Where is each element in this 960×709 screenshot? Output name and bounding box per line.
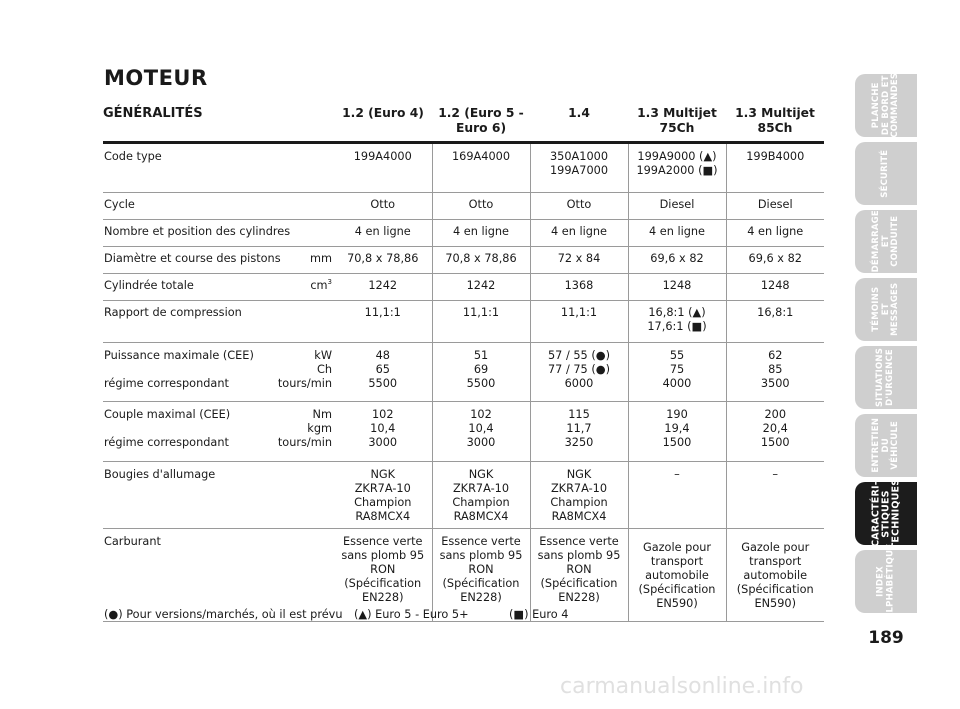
footnotes	[104, 608, 624, 621]
table-cell: 4 en ligne	[726, 220, 824, 247]
column-header: 1.2 (Euro 5 - Euro 6)	[432, 106, 530, 143]
table-cell: 51 69 5500	[432, 343, 530, 402]
tab-securite[interactable]: SÉCURITÉ	[855, 142, 917, 205]
table-cell: Diesel	[628, 193, 726, 220]
table-header-row	[103, 106, 824, 143]
column-header: 1.3 Multijet 85Ch	[726, 106, 824, 143]
table-cell: 11,1:1	[530, 301, 628, 343]
column-header: 1.2 (Euro 4)	[334, 106, 432, 143]
table-cell: Essence verte sans plomb 95 RON (Spécification EN228)	[530, 529, 628, 622]
table-cell: –	[628, 462, 726, 529]
row-label: Code type	[103, 143, 334, 193]
row-label: Bougies d'allumage	[103, 462, 334, 529]
table-cell: NGK ZKR7A-10 Champion RA8MCX4	[432, 462, 530, 529]
table-row	[103, 343, 824, 402]
table-cell: NGK ZKR7A-10 Champion RA8MCX4	[530, 462, 628, 529]
tab-demarrage[interactable]: DÉMARRAGE ET CONDUITE	[855, 210, 917, 273]
table-cell: –	[726, 462, 824, 529]
table-cell: 57 / 55 (●) 77 / 75 (●) 6000	[530, 343, 628, 402]
row-label: Rapport de compression	[103, 301, 334, 343]
row-label: Puissance maximale (CEE) kW Ch régime correspondant tours/min	[103, 343, 334, 402]
table-cell: 1242	[432, 274, 530, 301]
unit-label: tours/min	[277, 377, 332, 390]
unit-label: kW Ch	[314, 349, 332, 376]
unit-label: mm	[309, 252, 332, 265]
table-cell: NGK ZKR7A-10 Champion RA8MCX4	[334, 462, 432, 529]
engine-spec-table	[103, 106, 824, 622]
table-cell: Otto	[432, 193, 530, 220]
table-cell: Gazole pour transport automobile (Spécification EN590)	[628, 529, 726, 622]
table-cell: 4 en ligne	[530, 220, 628, 247]
table-cell: 16,8:1 (▲) 17,6:1 (■)	[628, 301, 726, 343]
table-cell: 70,8 x 78,86	[432, 247, 530, 274]
table-cell: Otto	[530, 193, 628, 220]
table-row	[103, 143, 824, 193]
table-cell: 72 x 84	[530, 247, 628, 274]
table-row	[103, 193, 824, 220]
table-cell: Essence verte sans plomb 95 RON (Spécification EN228)	[334, 529, 432, 622]
page-number: 189	[868, 628, 904, 648]
table-cell: 350A1000 199A7000	[530, 143, 628, 193]
column-header: 1.3 Multijet 75Ch	[628, 106, 726, 143]
table-cell: 16,8:1	[726, 301, 824, 343]
row-label: Carburant	[103, 529, 334, 622]
tab-temoins[interactable]: TÉMOINS ET MESSAGES	[855, 278, 917, 341]
table-row	[103, 462, 824, 529]
table-cell: 4 en ligne	[334, 220, 432, 247]
table-cell: Essence verte sans plomb 95 RON (Spécification EN228)	[432, 529, 530, 622]
table-cell: 199B4000	[726, 143, 824, 193]
column-header: 1.4	[530, 106, 628, 143]
footnote: (▲) Euro 5 - Euro 5+	[354, 608, 469, 621]
table-cell: 1248	[726, 274, 824, 301]
table-cell: 1248	[628, 274, 726, 301]
tab-entretien[interactable]: ENTRETIEN DU VÉHICULE	[855, 414, 917, 477]
section-heading: GÉNÉRALITÉS	[103, 106, 334, 143]
table-cell: 69,6 x 82	[628, 247, 726, 274]
table-cell: 190 19,4 1500	[628, 402, 726, 462]
table-cell: 62 85 3500	[726, 343, 824, 402]
table-cell: Otto	[334, 193, 432, 220]
table-row	[103, 247, 824, 274]
table-cell: 4 en ligne	[628, 220, 726, 247]
footnote: (■) Euro 4	[509, 608, 569, 621]
table-cell: 11,1:1	[432, 301, 530, 343]
table-cell: 55 75 4000	[628, 343, 726, 402]
unit-label: Nm kgm	[307, 408, 332, 435]
table-cell: 1242	[334, 274, 432, 301]
table-cell: 200 20,4 1500	[726, 402, 824, 462]
table-cell: 48 65 5500	[334, 343, 432, 402]
table-cell: 11,1:1	[334, 301, 432, 343]
watermark: carmanualsonline.info	[560, 674, 804, 699]
table-cell: 169A4000	[432, 143, 530, 193]
page-title: MOTEUR	[104, 66, 208, 90]
table-row	[103, 220, 824, 247]
table-row	[103, 301, 824, 343]
table-cell: 102 10,4 3000	[334, 402, 432, 462]
row-label: Cycle	[103, 193, 334, 220]
table-cell: 4 en ligne	[432, 220, 530, 247]
tab-planche-de-bord[interactable]: PLANCHE DE BORD ET COMMANDES	[855, 74, 917, 137]
table-cell: 199A4000	[334, 143, 432, 193]
row-label: Cylindrée totale $cm^3$	[103, 274, 334, 301]
row-label: Nombre et position des cylindres	[103, 220, 334, 247]
table-cell: 69,6 x 82	[726, 247, 824, 274]
tab-caracteristiques[interactable]: CARACTÉRI- STIQUES TECHNIQUES	[855, 482, 917, 545]
table-cell: Gazole pour transport automobile (Spécification EN590)	[726, 529, 824, 622]
table-cell: Diesel	[726, 193, 824, 220]
table-row	[103, 402, 824, 462]
table-cell: 199A9000 (▲) 199A2000 (■)	[628, 143, 726, 193]
table-cell: 1368	[530, 274, 628, 301]
unit-label: tours/min	[277, 436, 332, 449]
table-cell: 102 10,4 3000	[432, 402, 530, 462]
table-cell: 70,8 x 78,86	[334, 247, 432, 274]
tab-index[interactable]: INDEX ALPHABÉTIQUE	[855, 550, 917, 613]
table-row	[103, 274, 824, 301]
unit-label: $cm^3$	[310, 278, 332, 292]
tab-situations[interactable]: SITUATIONS D'URGENCE	[855, 346, 917, 409]
table-cell: 115 11,7 3250	[530, 402, 628, 462]
row-label: Couple maximal (CEE) Nm kgm régime correspondant tours/min	[103, 402, 334, 462]
row-label: Diamètre et course des pistons mm	[103, 247, 334, 274]
footnote: (●) Pour versions/marchés, où il est prévu	[104, 608, 343, 621]
